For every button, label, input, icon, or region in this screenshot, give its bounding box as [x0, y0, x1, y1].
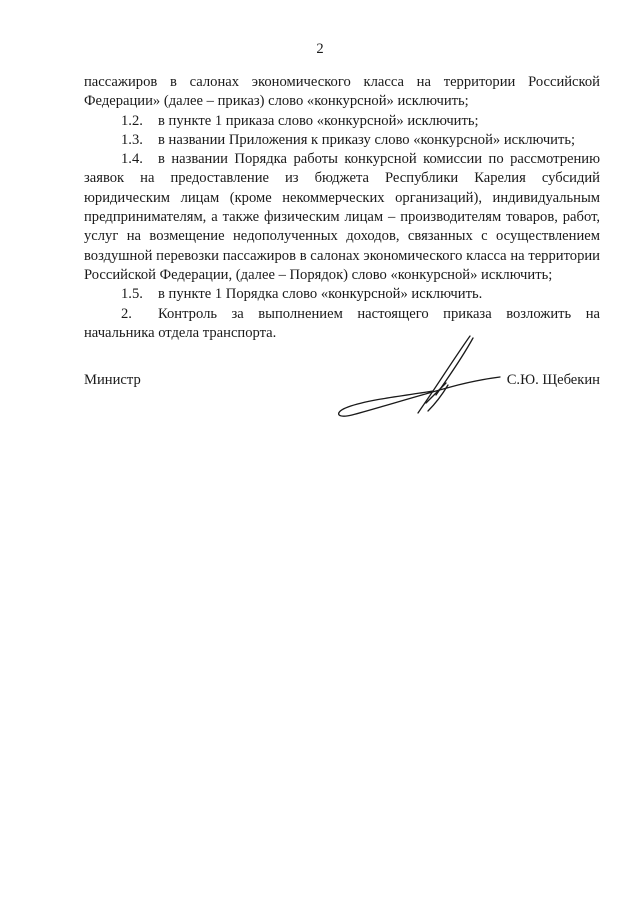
paragraph-text: в пункте 1 Порядка слово «конкурсной» исключить.	[158, 286, 483, 303]
paragraph-number: 1.2.	[121, 112, 143, 129]
paragraph-text: в названии Порядка работы конкурсной комиссии по рассмотрению заявок на предоставление из бюджета Республики Карелия субсидий юридическим лицам (кроме некоммерческих организаций), индивидуальным предпринимателям, а также физическим лицам – производителям товаров, работ, услуг на возмещение недополученных доходов, связанных с осуществлением воздушной перевозки пассажиров в салонах экономического класса на территории Российской Федерации, (далее – Порядок) слово «конкурсной» исключить;	[84, 151, 600, 283]
paragraph-text: Контроль за выполнением настоящего приказа возложить на начальника отдела транспорта.	[84, 305, 600, 341]
paragraph-number: 1.4.	[121, 151, 143, 168]
paragraph-1-4	[84, 150, 600, 285]
paragraph-number: 2.	[121, 305, 132, 322]
signer-name: С.Ю. Щебекин	[506, 372, 600, 388]
paragraph-1-3	[84, 131, 600, 150]
paragraph-number: 1.5.	[121, 286, 143, 303]
paragraph-1-2	[84, 112, 600, 131]
document-body	[84, 73, 600, 343]
signer-title: Министр	[84, 372, 141, 388]
paragraph-1-5	[84, 285, 600, 304]
page-number: 2	[316, 41, 324, 57]
paragraph-text: пассажиров в салонах экономического класса на территории Российской Федерации» (далее – приказ) слово «конкурсной» исключить;	[84, 74, 600, 110]
signature-block	[84, 371, 600, 431]
paragraph-text: в названии Приложения к приказу слово «конкурсной» исключить;	[158, 131, 576, 148]
paragraph-text: в пункте 1 приказа слово «конкурсной» исключить;	[158, 112, 479, 129]
paragraph-number: 1.3.	[121, 131, 143, 148]
paragraph-continuation	[84, 73, 600, 112]
